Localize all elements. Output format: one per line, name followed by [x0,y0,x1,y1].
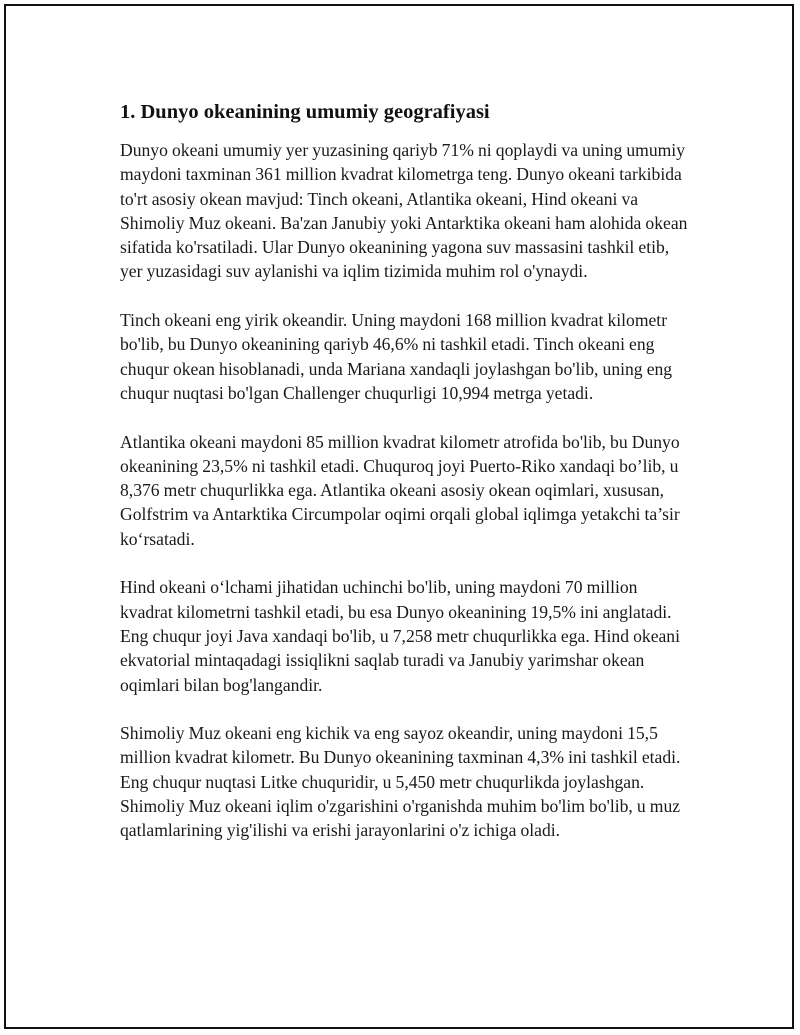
paragraph-atlantic-ocean: Atlantika okeani maydoni 85 million kvadrat kilometr atrofida bo'lib, bu Dunyo okeanining 23,5% ni tashkil etadi. Chuquroq joyi Puerto-Riko xandaqi bo’lib, u 8,376 metr chuqurlikka ega. Atlantika okeani asosiy okean oqimlari, xususan, Golfstrim va Antarktika Circumpolar oqimi orqali global iqlimga yetakchi ta’sir ko‘rsatadi. [120,431,680,549]
paragraph-arctic-ocean: Shimoliy Muz okeani eng kichik va eng sayoz okeandir, uning maydoni 15,5 million kvadrat kilometr. Bu Dunyo okeanining taxminan 4,3% ini tashkil etadi. Eng chuqur nuqtasi Litke chuquridir, u 5,450 metr chuqurlikda joylashgan. Shimoliy Muz okeani iqlim o'zgarishini o'rganishda muhim bo'lim bo'lib, u muz qatlamlarining yig'ilishi va erishi jarayonlarini o'z ichiga oladi. [120,723,681,841]
document-body [120,98,692,867]
paragraph-world-ocean: Dunyo okeani umumiy yer yuzasining qariyb 71% ni qoplaydi va uning umumiy maydoni taxminan 361 million kvadrat kilometrga teng. Dunyo okeani tarkibida to'rt asosiy okean mavjud: Tinch okeani, Atlantika okeani, Hind okeani va Shimoliy Muz okeani. Ba'zan Janubiy yoki Antarktika okeani ham alohida okean sifatida ko'rsatiladi. Ular Dunyo okeanining yagona suv massasini tashkil etib, yer yuzasidagi suv aylanishi va iqlim tizimida muhim rol o'ynaydi. [120,140,688,282]
page-frame [4,4,794,1029]
section-heading: 1. Dunyo okeanining umumiy geografiyasi [120,101,490,123]
paragraph-indian-ocean: Hind okeani o‘lchami jihatidan uchinchi bo'lib, uning maydoni 70 million kvadrat kilometrni tashkil etadi, bu esa Dunyo okeanining 19,5% ini anglatadi. Eng chuqur joyi Java xandaqi bo'lib, u 7,258 metr chuqurlikka ega. Hind okeani ekvatorial mintaqadagi issiqlikni saqlab turadi va Janubiy yarimshar okean oqimlari bilan bog'langandir. [120,577,680,695]
paragraph-pacific-ocean: Tinch okeani eng yirik okeandir. Uning maydoni 168 million kvadrat kilometr bo'lib, bu Dunyo okeanining qariyb 46,6% ni tashkil etadi. Tinch okeani eng chuqur okean hisoblanadi, unda Mariana xandaqli joylashgan bo'lib, uning eng chuqur nuqtasi bo'lgan Challenger chuqurligi 10,994 metrga yetadi. [120,310,673,403]
